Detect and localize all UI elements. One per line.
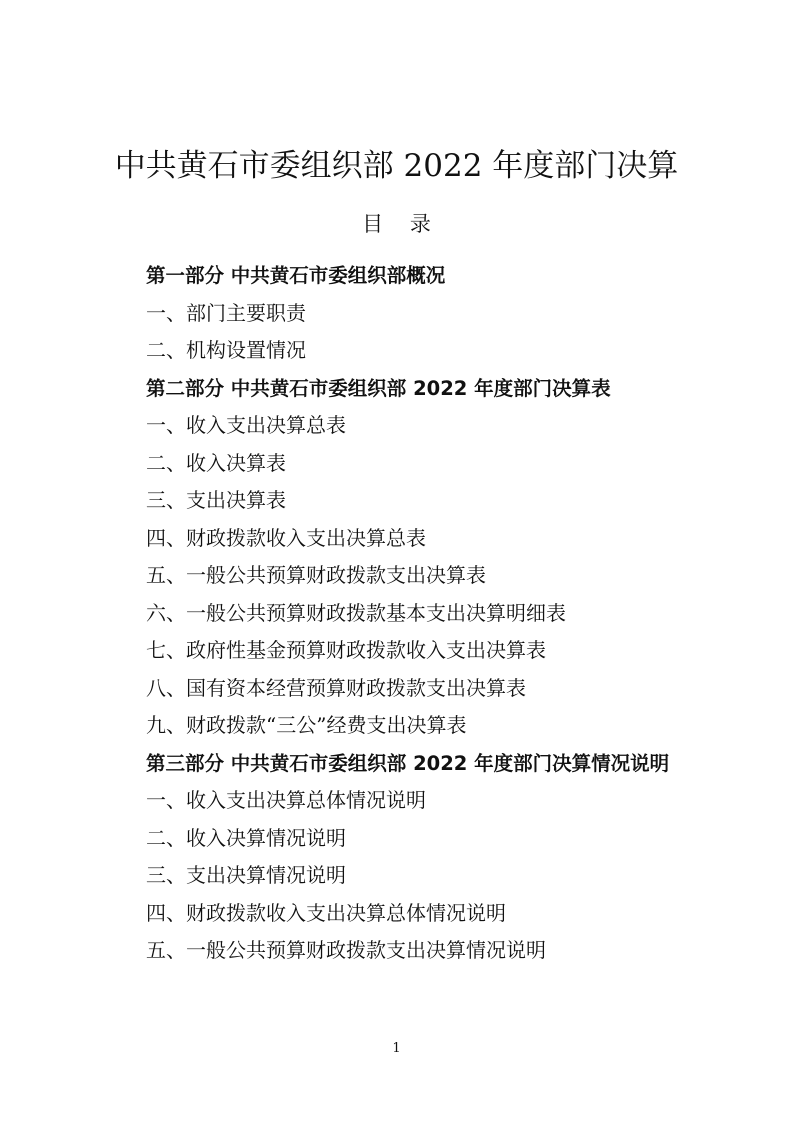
toc-item: 一、收入支出决算总体情况说明 xyxy=(146,788,426,812)
toc-part-1: 第一部分 中共黄石市委组织部概况 xyxy=(146,264,446,287)
toc-item: 三、支出决算情况说明 xyxy=(146,863,346,887)
toc-item: 三、支出决算表 xyxy=(146,488,286,512)
toc-item: 二、机构设置情况 xyxy=(146,338,306,362)
toc-item: 二、收入决算表 xyxy=(146,450,286,475)
toc-item: 一、收入支出决算总表 xyxy=(146,413,346,437)
toc-item: 六、一般公共预算财政拨款基本支出决算明细表 xyxy=(146,600,566,625)
toc-part-2: 第二部分 中共黄石市委组织部 2022 年度部门决算表 xyxy=(146,376,611,400)
toc-item: 七、政府性基金预算财政拨款收入支出决算表 xyxy=(146,638,546,662)
toc-item: 五、一般公共预算财政拨款支出决算表 xyxy=(146,563,486,587)
document-title: 中共黄石市委组织部 2022 年度部门决算 xyxy=(114,148,679,184)
toc-part-3: 第三部分 中共黄石市委组织部 2022 年度部门决算情况说明 xyxy=(146,751,670,775)
toc-item: 四、财政拨款收入支出决算总表 xyxy=(146,525,426,550)
toc-item: 九、财政拨款“三公”经费支出决算表 xyxy=(146,713,467,737)
table-of-contents xyxy=(146,257,746,970)
toc-item: 五、一般公共预算财政拨款支出决算情况说明 xyxy=(146,938,546,962)
toc-item: 二、收入决算情况说明 xyxy=(146,825,346,850)
toc-item: 四、财政拨款收入支出决算总体情况说明 xyxy=(146,900,506,925)
toc-item: 八、国有资本经营预算财政拨款支出决算表 xyxy=(146,675,526,700)
page-number: 1 xyxy=(392,1041,401,1056)
toc-heading: 目 录 xyxy=(362,212,431,236)
toc-item: 一、部门主要职责 xyxy=(146,300,306,325)
